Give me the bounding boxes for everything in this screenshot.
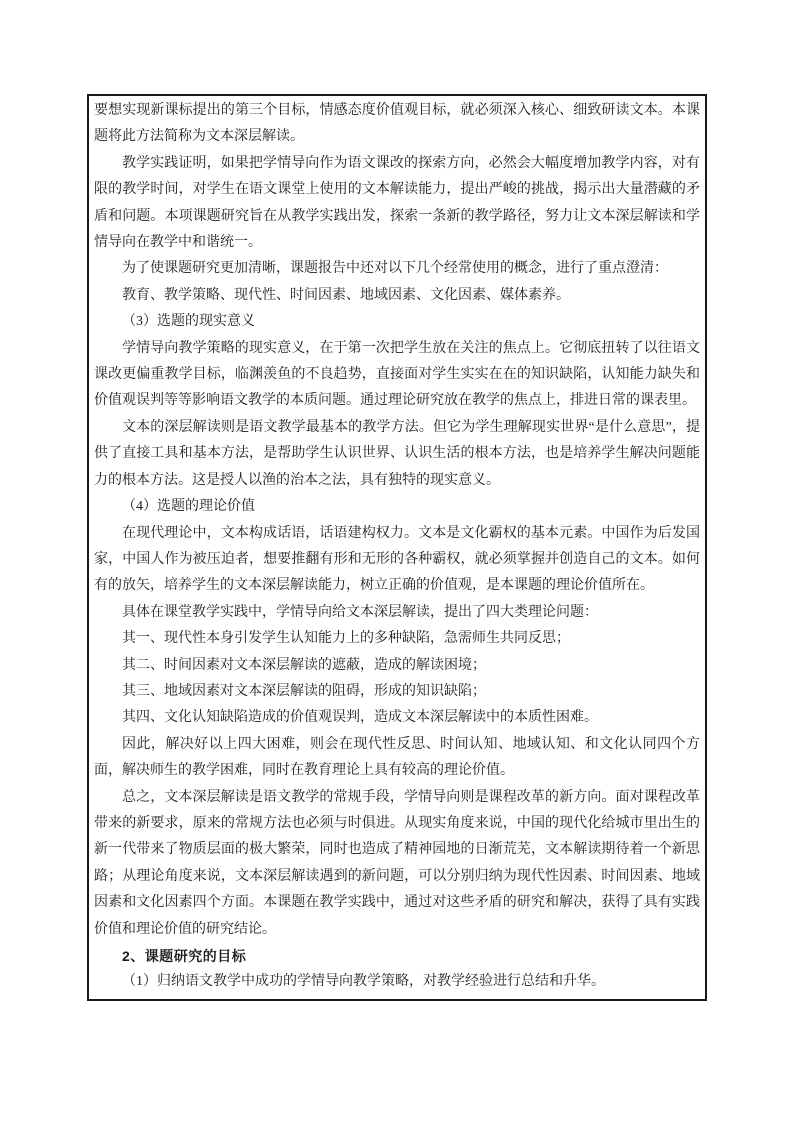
paragraph: 学情导向教学策略的现实意义，在于第一次把学生放在关注的焦点上。它彻底扭转了以往语文课改更偏重教学目标，临渊羡鱼的不良趋势，直接面对学生实实在在的知识缺陷，认知能力缺失和价值观误判等等影响语文教学的本质问题。通过理论研究放在教学的焦点上，排进日常的课表里。 [94, 340, 700, 409]
paragraph: 在现代理论中，文本构成话语，话语建构权力。文本是文化霸权的基本元素。中国作为后发国家，中国人作为被压迫者，想要推翻有形和无形的各种霸权，就必须掌握并创造自己的文本。如何有的放矢，培养学生的文本深层解读能力，树立正确的价值观，是本课题的理论价值所在。 [94, 525, 700, 594]
paragraph: 文本的深层解读则是语文教学最基本的教学方法。但它为学生理解现实世界“是什么意思”，提供了直接工具和基本方法，是帮助学生认识世界、认识生活的根本方法，也是培养学生解决问题能力的根本方法。这是授人以渔的治本之法，具有独特的现实意义。 [94, 419, 700, 488]
paragraph-goal-item: （1）归纳语文教学中成功的学情导向教学策略，对教学经验进行总结和升华。 [122, 974, 605, 990]
subsection-title-practical-significance: （3）选题的现实意义 [122, 314, 255, 330]
subsection-title-theoretical-value: （4）选题的理论价值 [122, 499, 255, 515]
paragraph: 为了使课题研究更加清晰，课题报告中还对以下几个经常使用的概念，进行了重点澄清： [122, 261, 668, 277]
report-text-frame [87, 94, 707, 1001]
paragraph-summary: 总之，文本深层解读是语文教学的常规手段，学情导向则是课程改革的新方向。面对课程改革带来的新要求，原来的常规方法也必须与时俱进。从现实角度来说，中国的现代化给城市里出生的新一代带来了物质层面的极大繁荣，同时也造成了精神园地的日渐荒芜，文本解读期待着一个新思路；从理论角度来说，文本深层解读遇到的新问题，可以分别归纳为现代性因素、时间因素、地域因素和文化因素四个方面。本课题在教学实践中，通过对这些矛盾的研究和解决，获得了具有实践价值和理论价值的研究结论。 [94, 789, 700, 937]
list-item-one: 其一、现代性本身引发学生认知能力上的多种缺陷，急需师生共同反思； [122, 631, 570, 647]
list-item-three: 其三、地域因素对文本深层解读的阻碍，形成的知识缺陷； [122, 683, 486, 699]
section-heading-research-goals: 2、课题研究的目标 [122, 948, 247, 964]
paragraph: 因此，解决好以上四大困难，则会在现代性反思、时间认知、地域认知、和文化认同四个方面，解决师生的教学困难，同时在教育理论上具有较高的理论价值。 [94, 736, 700, 779]
paragraph-concept-list: 教育、教学策略、现代性、时间因素、地域因素、文化因素、媒体素养。 [122, 287, 570, 303]
paragraph-continuation: 要想实现新课标提出的第三个目标，情感态度价值观目标，就必须深入核心、细致研读文本。本课题将此方法简称为文本深层解读。 [94, 103, 700, 145]
list-item-four: 其四、文化认知缺陷造成的价值观误判，造成文本深层解读中的本质性困难。 [122, 710, 598, 726]
paragraph: 教学实践证明，如果把学情导向作为语文课改的探索方向，必然会大幅度增加教学内容，对有限的教学时间，对学生在语文课堂上使用的文本解读能力，提出严峻的挑战，揭示出大量潜藏的矛盾和问题。本项课题研究旨在从教学实践出发，探索一条新的教学路径，努力让文本深层解读和学情导向在教学中和谐统一。 [94, 155, 700, 251]
list-item-two: 其二、时间因素对文本深层解读的遮蔽，造成的解读困境； [122, 657, 486, 673]
paragraph: 具体在课堂教学实践中，学情导向给文本深层解读，提出了四大类理论问题： [122, 604, 598, 620]
